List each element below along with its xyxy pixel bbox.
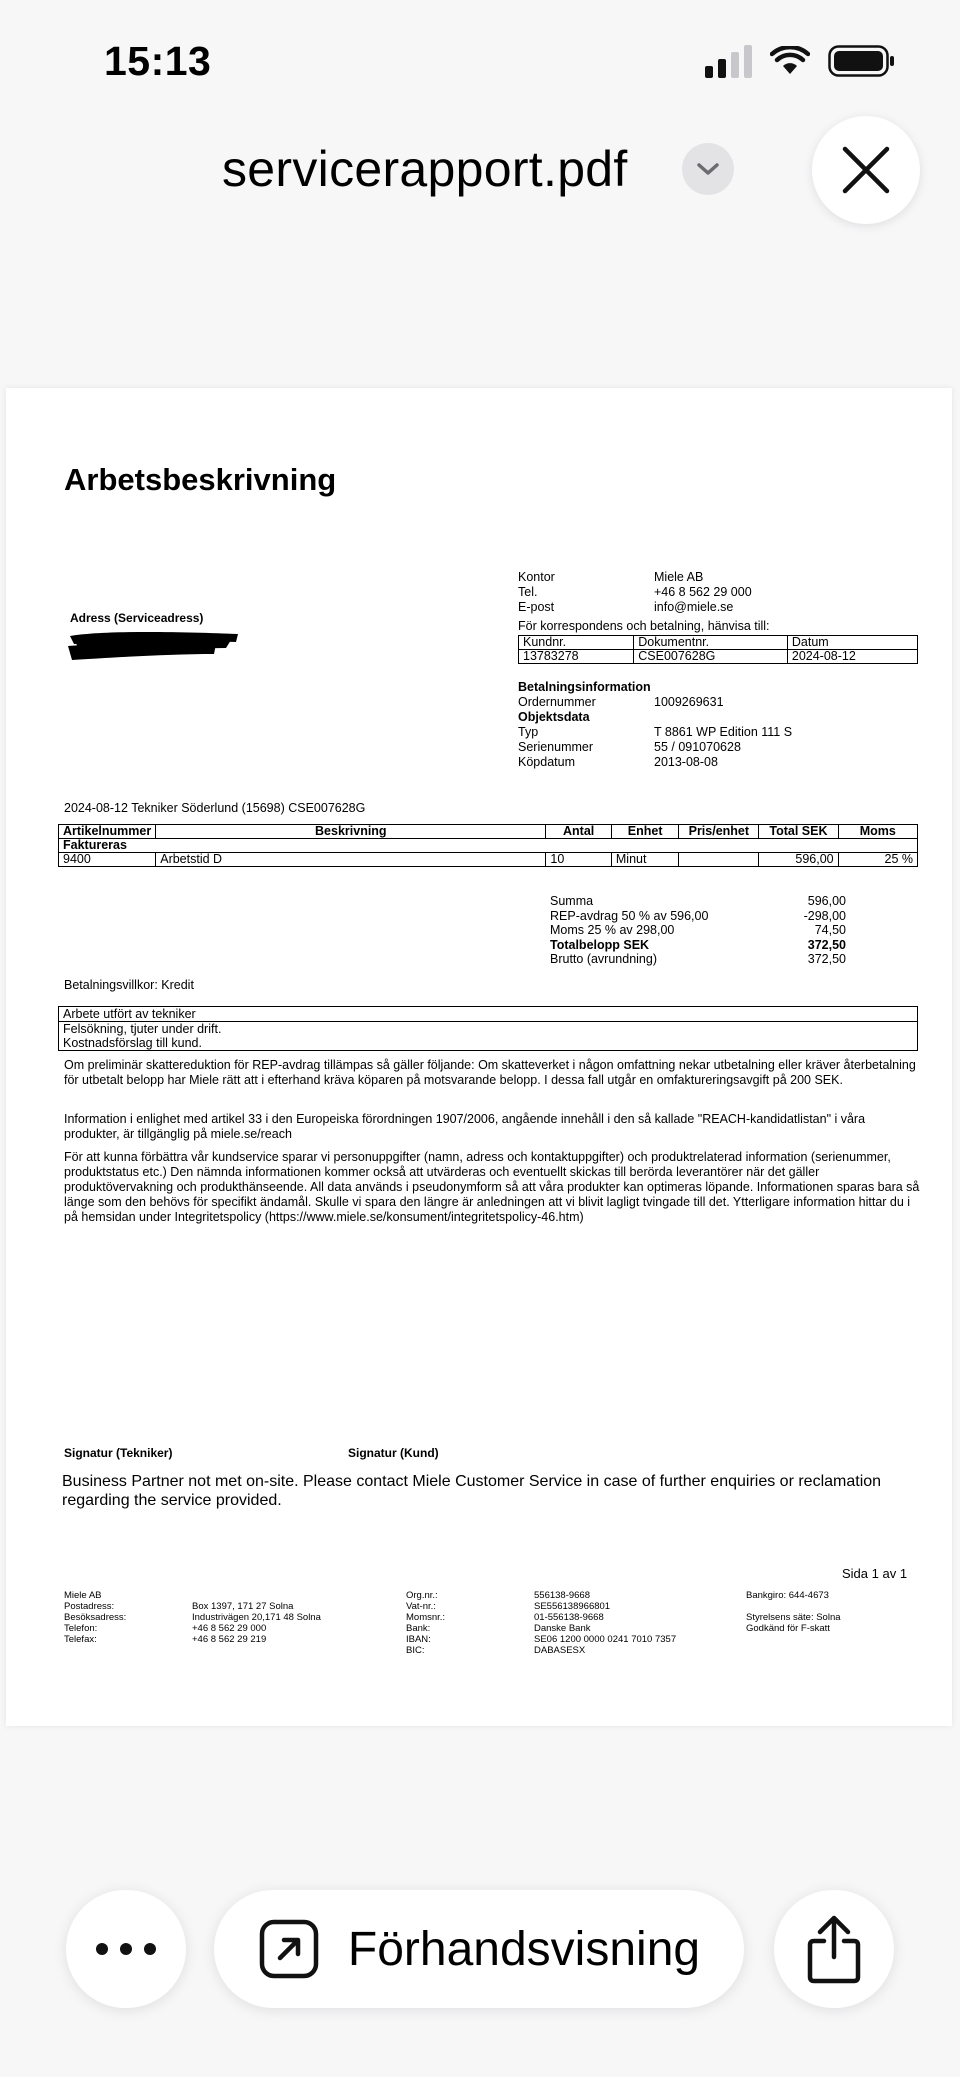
footer-text: Besöksadress:: [64, 1612, 127, 1623]
ref-value: 2024-08-12: [787, 650, 917, 664]
redacted-address: [66, 628, 244, 662]
ellipsis-icon: [94, 1941, 158, 1957]
contact-row: [518, 585, 918, 600]
object-label: Serienummer: [518, 740, 594, 754]
col-header: Moms: [838, 825, 917, 839]
contact-value: info@miele.se: [654, 600, 734, 614]
summary-value: 372,50: [807, 952, 846, 966]
share-icon: [804, 1913, 864, 1985]
contact-value: +46 8 562 29 000: [654, 585, 752, 599]
footer-text: DABASESX: [534, 1645, 586, 1656]
document-heading: Arbetsbeskrivning: [64, 462, 337, 497]
title-menu-button[interactable]: [682, 143, 734, 195]
contact-block: [518, 570, 918, 770]
object-row: [518, 740, 918, 755]
status-time: 15:13: [104, 38, 212, 84]
object-row: [518, 725, 918, 740]
footer-text: [192, 1590, 321, 1601]
footer-text: Box 1397, 171 27 Solna: [192, 1601, 294, 1612]
col-header: Pris/enhet: [679, 825, 759, 839]
ref-value: 13783278: [519, 650, 634, 664]
items-header-row: [59, 825, 918, 839]
footer-text: Telefon:: [64, 1623, 98, 1634]
address-label: Adress (Serviceadress): [70, 611, 204, 625]
footer-text: +46 8 562 29 000: [192, 1623, 267, 1634]
cell-article: 9400: [59, 853, 156, 867]
battery-icon: [828, 45, 896, 77]
footer-col2-labels: [406, 1590, 445, 1656]
footer-text: Org.nr.:: [406, 1590, 438, 1601]
title-bar: [0, 120, 960, 230]
wifi-icon: [770, 46, 810, 76]
status-icons: [705, 44, 896, 78]
col-header: Total SEK: [759, 825, 838, 839]
preview-label: Förhandsvisning: [347, 1922, 701, 1976]
summary-row: [550, 909, 846, 924]
business-partner-note: Business Partner not met on-site. Please contact Miele Customer Service in case of further enquiries or reclamation regarding the service provided.: [62, 1473, 882, 1509]
footer-text: [746, 1601, 841, 1612]
col-header: Antal: [546, 825, 612, 839]
ref-header: Datum: [787, 636, 917, 650]
order-value: 1009269631: [654, 695, 724, 709]
signature-customer: Signatur (Kund): [348, 1446, 439, 1460]
col-header: Enhet: [611, 825, 679, 839]
footer-text: Danske Bank: [534, 1623, 591, 1634]
document-title: servicerapport.pdf: [222, 141, 628, 197]
object-label: Typ: [518, 725, 539, 739]
cellular-signal-icon: [705, 44, 752, 78]
footer-text: Bank:: [406, 1623, 431, 1634]
section-label: Faktureras: [59, 839, 918, 853]
object-row: [518, 755, 918, 770]
reach-paragraph: Information i enlighet med artikel 33 i den Europeiska förordningen 1907/2006, angående innehåll i den så kallade "REACH-kandidatlistan" i våra produkter, är tillgänglig på miele.se/reach: [64, 1112, 866, 1141]
object-label: Köpdatum: [518, 755, 575, 769]
correspondence-note: För korrespondens och betalning, hänvisa till:: [518, 619, 770, 633]
summary-value: 596,00: [807, 894, 846, 908]
footer-col3: [746, 1590, 841, 1634]
footer-text: Styrelsens säte: Solna: [746, 1612, 841, 1623]
footer-text: SE06 1200 0000 0241 7010 7357: [534, 1634, 677, 1645]
summary-row-total: [550, 938, 846, 953]
ref-header: Kundnr.: [519, 636, 634, 650]
summary-value: 372,50: [807, 937, 846, 952]
footer-text: Miele AB: [64, 1590, 102, 1601]
footer-text: Vat-nr.:: [406, 1601, 436, 1612]
footer-text: SE556138966801: [534, 1601, 611, 1612]
summary-label: Moms 25 % av 298,00: [550, 923, 675, 937]
summary-row: [550, 923, 846, 938]
cell-vat: 25 %: [838, 853, 917, 867]
close-icon: [839, 143, 893, 197]
footer-col1-values: [192, 1590, 321, 1645]
technician-line: 2024-08-12 Tekniker Söderlund (15698) CSE007628G: [64, 801, 366, 815]
privacy-paragraph: För att kunna förbättra vår kundservice sparar vi personuppgifter (namn, adress och kontaktuppgifter) och produktrelaterad information (serienummer, produktstatus etc.) Den nämnda informationen kommer också att utvärderas och eventuellt skickas till berörda leverantörer när det gäller produktövervakning och produkthänseende. All data används i pseudonymform så att våra produkter kan optimeras löpande. Informationen sparas bara så länge som den behövs för specifikt ändamål. Skulle vi spara den längre är anledningen att vi blivit lagligt tvingade till det. Ytterligare information hittar du i på hemsidan under Integritetspolicy (https://www.miele.se/konsument/integritetspolicy-46.htm): [64, 1150, 920, 1224]
summary-label: Summa: [550, 894, 594, 908]
status-bar: [0, 0, 960, 120]
footer-text: Godkänd för F-skatt: [746, 1623, 830, 1634]
more-button[interactable]: [66, 1890, 186, 2008]
cell-unit: Minut: [611, 853, 679, 867]
summary-label: Totalbelopp SEK: [550, 937, 650, 952]
cell-total: 596,00: [759, 853, 838, 867]
col-header: Beskrivning: [156, 825, 546, 839]
summary-value: -298,00: [803, 908, 846, 923]
work-header: Arbete utfört av tekniker: [59, 1007, 917, 1022]
cell-price: [679, 853, 759, 867]
contact-label: Kontor: [518, 570, 555, 584]
contact-row: [518, 600, 918, 615]
footer-text: Telefax:: [64, 1634, 97, 1645]
share-button[interactable]: [774, 1890, 894, 2008]
footer-col2-values: [534, 1590, 676, 1656]
footer-text: BIC:: [406, 1645, 425, 1656]
footer-text: Postadress:: [64, 1601, 115, 1612]
footer-text: IBAN:: [406, 1634, 431, 1645]
summary-value: 74,50: [814, 923, 846, 937]
contact-label: E-post: [518, 600, 555, 614]
signature-technician: Signatur (Tekniker): [64, 1446, 173, 1460]
page-number: Sida 1 av 1: [842, 1566, 908, 1581]
cell-qty: 10: [546, 853, 612, 867]
pdf-page: [6, 388, 952, 1726]
summary-row: [550, 952, 846, 967]
footer-text: Momsnr.:: [406, 1612, 446, 1623]
table-row: [59, 853, 918, 867]
close-button[interactable]: [812, 116, 920, 224]
object-data-title: Objektsdata: [518, 710, 590, 724]
footer-text: Industrivägen 20,171 48 Solna: [192, 1612, 321, 1623]
preview-button[interactable]: [214, 1890, 744, 2008]
summary-block: [550, 894, 846, 967]
contact-label: Tel.: [518, 585, 538, 599]
footer-text: +46 8 562 29 219: [192, 1634, 267, 1645]
footer-col1-labels: [64, 1590, 126, 1645]
work-performed-box: [58, 1006, 918, 1051]
summary-label: Brutto (avrundning): [550, 952, 658, 966]
summary-row: [550, 894, 846, 909]
items-table: [58, 824, 918, 867]
section-row: [59, 839, 918, 853]
work-line: Kostnadsförslag till kund.: [63, 1036, 202, 1050]
payment-info-title: Betalningsinformation: [518, 680, 651, 694]
object-value: T 8861 WP Edition 111 S: [654, 725, 793, 739]
footer-text: Bankgiro: 644-4673: [746, 1590, 829, 1601]
contact-value: Miele AB: [654, 570, 704, 584]
work-line: Felsökning, tjuter under drift.: [63, 1022, 222, 1036]
ref-header: Dokumentnr.: [634, 636, 788, 650]
footer-text: 01-556138-9668: [534, 1612, 604, 1623]
ref-value: CSE007628G: [634, 650, 788, 664]
reference-table: [518, 635, 918, 664]
summary-label: REP-avdrag 50 % av 596,00: [550, 908, 709, 923]
chevron-down-icon: [695, 161, 721, 177]
contact-row: [518, 570, 918, 585]
cell-description: Arbetstid D: [156, 853, 546, 867]
payment-terms: Betalningsvillkor: Kredit: [64, 978, 194, 992]
col-header: Artikelnummer: [59, 825, 156, 839]
object-value: 2013-08-08: [654, 755, 718, 769]
footer-text: 556138-9668: [534, 1590, 590, 1601]
order-row: [518, 695, 918, 710]
order-label: Ordernummer: [518, 695, 596, 709]
object-value: 55 / 091070628: [654, 740, 741, 754]
rep-paragraph: Om preliminär skattereduktion för REP-avdrag tillämpas så gäller följande: Om skatteverket i någon omfattning nekar utbetalning eller kräver återbetalning för utbetalt belopp har Miele rätt att i efterhand kräva köparen på motsvarande belopp. I dessa fall utgår en omfaktureringsavgift på 200 SEK.: [64, 1058, 916, 1087]
open-external-icon: [258, 1918, 320, 1980]
